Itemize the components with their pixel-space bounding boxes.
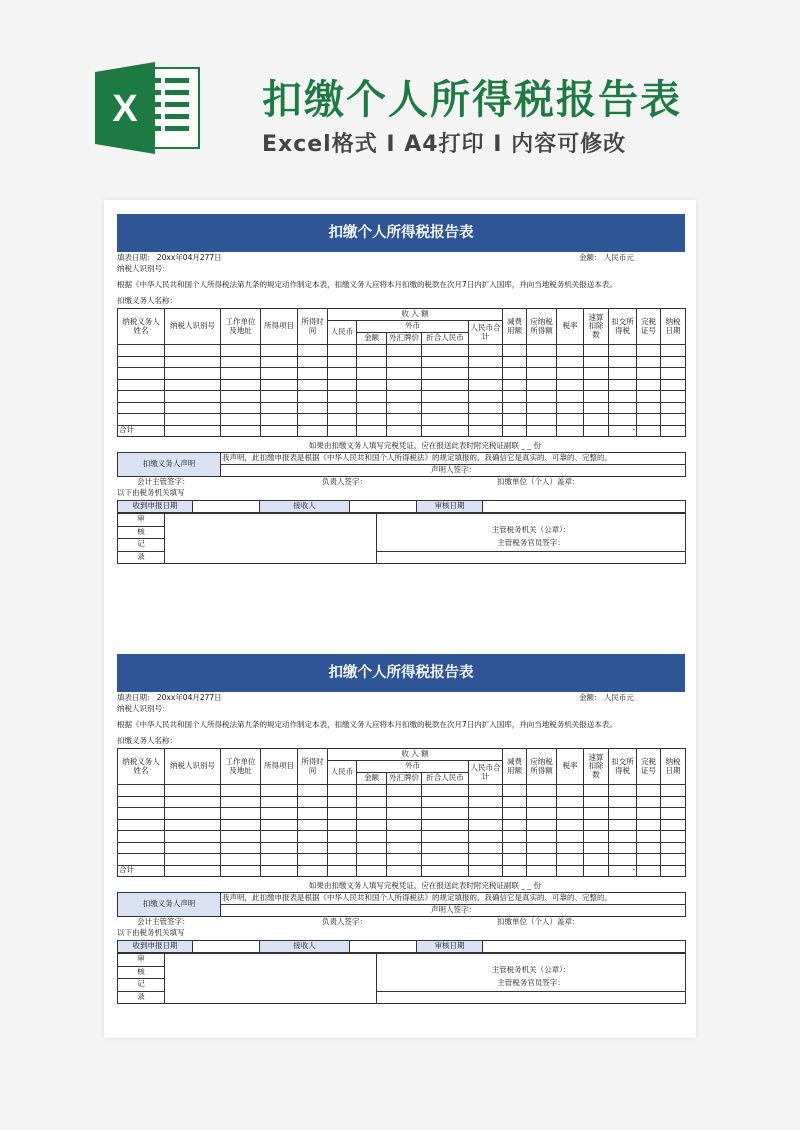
receiver-label: 接收人 — [260, 941, 350, 953]
col-rmb: 人民币 — [328, 321, 357, 345]
col-taxpayer-name: 纳税义务人姓名 — [118, 309, 165, 345]
col-withheld-tax: 扣交所得税 — [609, 749, 637, 785]
audit-table — [117, 513, 686, 564]
tax-office-section: 以下由税务机关填写 — [117, 928, 185, 937]
form-title: 扣缴个人所得税报告表 — [117, 654, 685, 692]
banner — [0, 0, 800, 200]
table-row[interactable] — [118, 819, 686, 831]
report-form-2 — [117, 654, 685, 1004]
tax-office-section: 以下由税务机关填写 — [117, 488, 185, 497]
banner-title: 扣缴个人所得税报告表 — [262, 77, 682, 123]
col-income-amount: 收 入 额 — [328, 309, 503, 321]
review-date-label: 审核日期 — [417, 941, 483, 953]
table-row[interactable] — [118, 414, 686, 426]
col-foreign: 外币 — [357, 321, 469, 333]
declarant-sign: 声明人签字： — [221, 465, 686, 477]
amount-unit: 金额： 人民币元 — [579, 253, 634, 262]
audit-char-3: 记 — [118, 539, 165, 552]
table-row[interactable] — [118, 368, 686, 380]
table-row[interactable] — [118, 402, 686, 414]
audit-char-3: 记 — [118, 979, 165, 992]
review-date-field[interactable] — [483, 941, 686, 953]
col-income-period: 所得时间 — [298, 309, 328, 345]
audit-char-1: 审 — [118, 954, 165, 967]
table-row[interactable] — [118, 785, 686, 797]
tax-officer-sign: 主管税务官员签字： — [377, 539, 686, 552]
table-row[interactable] — [118, 831, 686, 843]
col-quick-deduction: 速算扣除数 — [584, 749, 609, 785]
accountant-sign: 会计主管签字： — [137, 477, 190, 486]
table-row[interactable] — [118, 379, 686, 391]
total-dash: - — [609, 425, 637, 437]
table-row[interactable] — [118, 391, 686, 403]
income-table — [117, 748, 686, 877]
basis-text: 根据《中华人民共和国个人所得税法第九条的规定动作制定本表，扣缴义务人应将本月扣缴的税款在次月7日内扩入国库，并向当地税务机关报送本表。 — [117, 280, 617, 289]
col-amount: 金额 — [357, 333, 387, 345]
amount-unit: 金额： 人民币元 — [579, 693, 634, 702]
declarant-sign: 声明人签字： — [221, 905, 686, 917]
accountant-sign: 会计主管签字： — [137, 917, 190, 926]
col-quick-deduction: 速算扣除数 — [584, 309, 609, 345]
received-date-label: 收到申报日期 — [118, 941, 193, 953]
declaration-text: 我声明，此扣缴申报表是根据《中华人民共和国个人所得税法》的规定填报的，我确信它是真实的、可靠的、完整的。 — [221, 893, 686, 905]
total-label: 合计 — [118, 425, 165, 437]
basis-text: 根据《中华人民共和国个人所得税法第九条的规定动作制定本表，扣缴义务人应将本月扣缴的税款在次月7日内扩入国库，并向当地税务机关报送本表。 — [117, 720, 617, 729]
col-tax-rate: 税率 — [557, 309, 584, 345]
col-withheld-tax: 扣交所得税 — [609, 309, 637, 345]
declaration-label: 扣缴义务人声明 — [118, 453, 221, 477]
taxpayer-id-label: 纳税人识别号： — [117, 264, 170, 273]
total-row — [118, 865, 686, 877]
taxpayer-id-label: 纳税人识别号： — [117, 704, 170, 713]
col-income-item: 所得项目 — [261, 309, 298, 345]
audit-char-4: 录 — [118, 551, 165, 564]
tax-officer-sign: 主管税务官员签字： — [377, 979, 686, 992]
col-employer: 工作单位及地址 — [221, 309, 261, 345]
col-taxpayer-id: 纳税人识别号 — [165, 749, 221, 785]
audit-char-2: 核 — [118, 526, 165, 539]
col-taxable-income: 应纳税所得额 — [527, 309, 557, 345]
col-taxable-income: 应纳税所得额 — [527, 749, 557, 785]
audit-char-4: 录 — [118, 991, 165, 1004]
col-taxpayer-name: 纳税义务人姓名 — [118, 749, 165, 785]
receiver-field[interactable] — [350, 501, 417, 513]
receiver-label: 接收人 — [260, 501, 350, 513]
fill-date: 填表日期： 20xx年04月277日 — [117, 693, 222, 702]
col-income-amount: 收 入 额 — [328, 749, 503, 761]
table-row[interactable] — [118, 356, 686, 368]
col-taxpayer-id: 纳税人识别号 — [165, 309, 221, 345]
col-income-period: 所得时间 — [298, 749, 328, 785]
col-employer: 工作单位及地址 — [221, 749, 261, 785]
received-date-field[interactable] — [193, 941, 260, 953]
receiver-field[interactable] — [350, 941, 417, 953]
col-fx-rate: 外汇牌价 — [387, 333, 422, 345]
col-tax-certificate: 完税证号 — [637, 309, 661, 345]
unit-seal: 扣缴单位（个人）盖章： — [497, 917, 580, 926]
table-row[interactable] — [118, 345, 686, 357]
col-tax-date: 纳税日期 — [661, 749, 686, 785]
report-form-1 — [117, 214, 685, 564]
declaration-text: 我声明，此扣缴申报表是根据《中华人民共和国个人所得税法》的规定填报的，我确信它是真实的、可靠的、完整的。 — [221, 453, 686, 465]
audit-char-1: 审 — [118, 514, 165, 527]
receipt-table — [117, 500, 686, 513]
banner-subtitle: Excel格式 I A4打印 I 内容可修改 — [262, 132, 627, 157]
excel-icon — [95, 62, 205, 154]
audit-table — [117, 953, 686, 1004]
received-date-field[interactable] — [193, 501, 260, 513]
fill-date: 填表日期： 20xx年04月277日 — [117, 253, 222, 262]
attachment-note: 如果由扣缴义务人填写完税凭证，应在报送此表时附完税证副联 _ _ 份 — [308, 881, 541, 890]
total-dash: - — [609, 865, 637, 877]
responsible-sign: 负责人签字： — [322, 917, 367, 926]
total-row — [118, 425, 686, 437]
col-rmb: 人民币 — [328, 761, 357, 785]
col-income-item: 所得项目 — [261, 749, 298, 785]
table-row[interactable] — [118, 854, 686, 866]
excel-icon-letter: X — [112, 88, 138, 130]
table-row[interactable] — [118, 842, 686, 854]
declaration-label: 扣缴义务人声明 — [118, 893, 221, 917]
col-tax-rate: 税率 — [557, 749, 584, 785]
agent-name-label: 扣缴义务人名称： — [117, 296, 177, 305]
tax-authority: 主管税务机关（公章）： — [377, 526, 686, 539]
table-row[interactable] — [118, 796, 686, 808]
responsible-sign: 负责人签字： — [322, 477, 367, 486]
col-converted-rmb: 折合人民币 — [422, 333, 469, 345]
declaration-table — [117, 892, 686, 917]
col-deductions: 减费用额 — [503, 309, 527, 345]
col-converted-rmb: 折合人民币 — [422, 773, 469, 785]
table-row[interactable] — [118, 808, 686, 820]
review-date-field[interactable] — [483, 501, 686, 513]
col-rmb-total: 人民币合计 — [469, 761, 503, 785]
income-table — [117, 308, 686, 437]
col-tax-date: 纳税日期 — [661, 309, 686, 345]
attachment-note: 如果由扣缴义务人填写完税凭证，应在报送此表时附完税证副联 _ _ 份 — [308, 441, 541, 450]
receipt-table — [117, 940, 686, 953]
col-foreign: 外币 — [357, 761, 469, 773]
review-date-label: 审核日期 — [417, 501, 483, 513]
form-title: 扣缴个人所得税报告表 — [117, 214, 685, 252]
agent-name-label: 扣缴义务人名称： — [117, 736, 177, 745]
col-deductions: 减费用额 — [503, 749, 527, 785]
audit-char-2: 核 — [118, 966, 165, 979]
unit-seal: 扣缴单位（个人）盖章： — [497, 477, 580, 486]
col-tax-certificate: 完税证号 — [637, 749, 661, 785]
total-label: 合计 — [118, 865, 165, 877]
declaration-table — [117, 452, 686, 477]
received-date-label: 收到申报日期 — [118, 501, 193, 513]
col-fx-rate: 外汇牌价 — [387, 773, 422, 785]
col-rmb-total: 人民币合计 — [469, 321, 503, 345]
tax-authority: 主管税务机关（公章）： — [377, 966, 686, 979]
col-amount: 金额 — [357, 773, 387, 785]
